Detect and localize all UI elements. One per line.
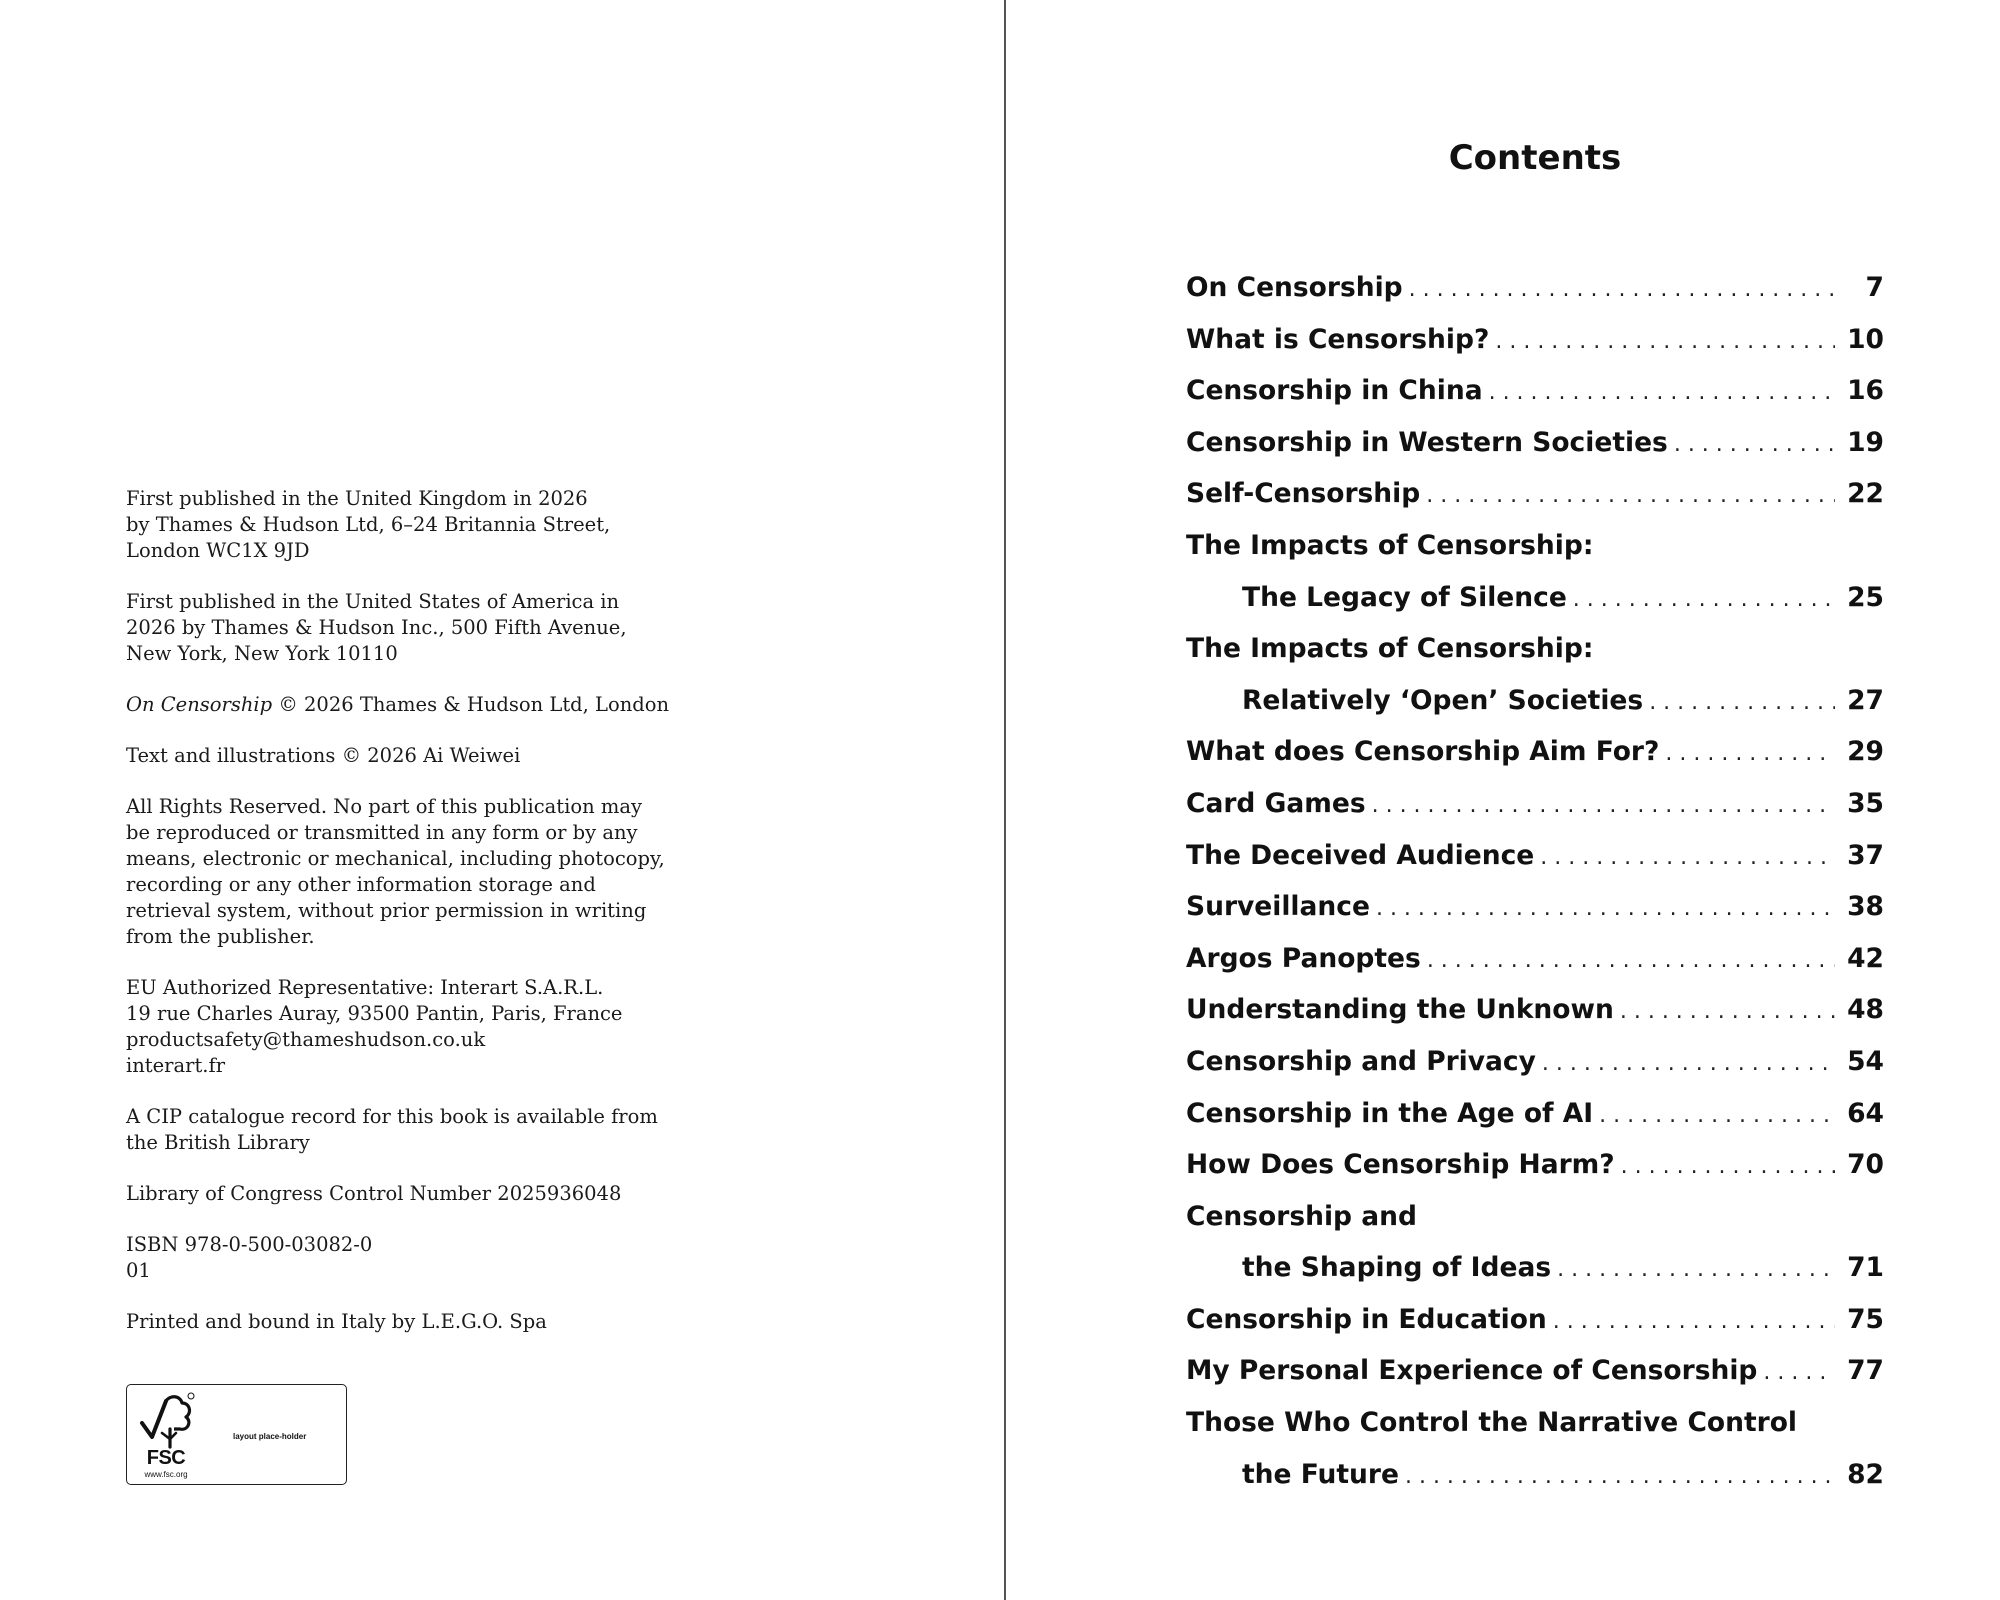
imprint-paragraph bbox=[126, 1181, 666, 1207]
toc-entry bbox=[1186, 1248, 1884, 1300]
toc-entry bbox=[1186, 423, 1884, 475]
page-gutter-divider bbox=[1004, 0, 1006, 1600]
toc-entry bbox=[1186, 1455, 1884, 1507]
fsc-certification-box bbox=[126, 1384, 347, 1485]
imprint-paragraph bbox=[126, 1309, 666, 1335]
toc-entry bbox=[1186, 474, 1884, 526]
toc-entry-title: Censorship and Privacy bbox=[1186, 1045, 1536, 1077]
toc-page-number: 19 bbox=[1847, 426, 1884, 458]
toc-dot-leader bbox=[1763, 1353, 1835, 1393]
toc-dot-leader bbox=[1405, 1457, 1835, 1497]
toc-dot-leader bbox=[1621, 1147, 1835, 1187]
toc-dot-leader bbox=[1573, 580, 1835, 620]
imprint-paragraph bbox=[126, 743, 666, 769]
toc-page-number: 10 bbox=[1847, 323, 1884, 355]
toc-entry-title: Card Games bbox=[1186, 787, 1366, 819]
toc-entry-title: the Future bbox=[1242, 1458, 1399, 1490]
book-title-italic: On Censorship bbox=[126, 693, 273, 716]
imprint-line: First published in the United Kingdom in 2026 bbox=[126, 487, 588, 510]
toc-entry bbox=[1186, 784, 1884, 836]
contents-heading: Contents bbox=[1448, 138, 1622, 178]
toc-entry bbox=[1186, 1351, 1884, 1403]
toc-entry-title: The Impacts of Censorship: bbox=[1186, 529, 1594, 561]
imprint-line: Printed and bound in Italy by L.E.G.O. Spa bbox=[126, 1310, 547, 1333]
imprint-line: by Thames & Hudson Ltd, 6–24 Britannia Street, bbox=[126, 513, 611, 536]
toc-dot-leader bbox=[1409, 270, 1836, 310]
toc-page-number: 75 bbox=[1847, 1303, 1884, 1335]
toc-entry-title: Argos Panoptes bbox=[1186, 942, 1421, 974]
imprint-paragraph bbox=[126, 1232, 666, 1284]
toc-dot-leader bbox=[1372, 786, 1836, 826]
imprint-paragraph bbox=[126, 794, 666, 950]
imprint-paragraph bbox=[126, 486, 666, 564]
toc-dot-leader bbox=[1557, 1250, 1835, 1290]
imprint-line: interart.fr bbox=[126, 1054, 226, 1077]
toc-dot-leader bbox=[1620, 992, 1835, 1032]
toc-page-number: 22 bbox=[1847, 478, 1884, 510]
toc-entry bbox=[1186, 578, 1884, 630]
table-of-contents bbox=[1186, 268, 1884, 1506]
toc-page-number: 82 bbox=[1847, 1458, 1884, 1490]
toc-dot-leader bbox=[1665, 734, 1835, 774]
imprint-line: All Rights Reserved. No part of this publication may bbox=[126, 795, 642, 818]
toc-entry bbox=[1186, 836, 1884, 888]
toc-entry bbox=[1186, 887, 1884, 939]
toc-entry-title: Understanding the Unknown bbox=[1186, 994, 1614, 1026]
imprint-line: be reproduced or transmitted in any form or by any bbox=[126, 821, 638, 844]
toc-page-number: 54 bbox=[1847, 1045, 1884, 1077]
fsc-url: www.fsc.org bbox=[144, 1470, 188, 1479]
imprint-line: London WC1X 9JD bbox=[126, 539, 310, 562]
toc-dot-leader bbox=[1495, 322, 1835, 362]
imprint-line: 2026 by Thames & Hudson Inc., 500 Fifth Avenue, bbox=[126, 616, 627, 639]
toc-dot-leader bbox=[1674, 425, 1835, 465]
imprint-line: New York, New York 10110 bbox=[126, 642, 398, 665]
imprint-line: retrieval system, without prior permission in writing bbox=[126, 899, 647, 922]
toc-page-number: 48 bbox=[1847, 994, 1884, 1026]
toc-entry-title: Censorship in Education bbox=[1186, 1303, 1547, 1335]
toc-entry-title: Censorship in the Age of AI bbox=[1186, 1097, 1594, 1129]
imprint-line: ISBN 978-0-500-03082-0 bbox=[126, 1233, 373, 1256]
imprint-line: A CIP catalogue record for this book is available from bbox=[126, 1105, 658, 1128]
toc-page-number: 77 bbox=[1847, 1355, 1884, 1387]
toc-entry bbox=[1186, 1145, 1884, 1197]
toc-page-number: 25 bbox=[1847, 581, 1884, 613]
toc-entry-title: The Deceived Audience bbox=[1186, 839, 1535, 871]
toc-entry bbox=[1186, 629, 1884, 681]
fsc-label: FSC bbox=[146, 1447, 186, 1469]
toc-entry bbox=[1186, 681, 1884, 733]
imprint-paragraph bbox=[126, 692, 670, 718]
toc-entry-title: On Censorship bbox=[1186, 272, 1403, 303]
toc-entry bbox=[1186, 526, 1884, 578]
imprint-line: On Censorship © 2026 Thames & Hudson Ltd, London bbox=[126, 693, 670, 716]
toc-entry bbox=[1186, 939, 1884, 991]
toc-dot-leader bbox=[1540, 838, 1835, 878]
copyright-imprint bbox=[126, 486, 670, 1360]
imprint-line: means, electronic or mechanical, including photocopy, bbox=[126, 847, 665, 870]
toc-dot-leader bbox=[1376, 889, 1835, 929]
toc-page-number: 64 bbox=[1847, 1097, 1884, 1129]
imprint-line: EU Authorized Representative: Interart S.A.R.L. bbox=[126, 976, 604, 999]
toc-dot-leader bbox=[1649, 683, 1835, 723]
toc-dot-leader bbox=[1542, 1044, 1835, 1084]
toc-entry-title: Censorship in Western Societies bbox=[1186, 426, 1668, 458]
toc-dot-leader bbox=[1599, 1096, 1835, 1136]
toc-entry-title: The Legacy of Silence bbox=[1242, 581, 1567, 613]
toc-entry-title: My Personal Experience of Censorship bbox=[1186, 1355, 1758, 1387]
toc-dot-leader bbox=[1427, 941, 1835, 981]
imprint-line: First published in the United States of America in bbox=[126, 590, 620, 613]
imprint-line: the British Library bbox=[126, 1131, 310, 1154]
toc-entry bbox=[1186, 990, 1884, 1042]
imprint-line: from the publisher. bbox=[126, 925, 315, 948]
toc-entry bbox=[1186, 1042, 1884, 1094]
toc-entry bbox=[1186, 1300, 1884, 1352]
toc-entry-title: Surveillance bbox=[1186, 891, 1370, 923]
toc-page-number: 38 bbox=[1847, 891, 1884, 923]
toc-entry-title: How Does Censorship Harm? bbox=[1186, 1149, 1615, 1181]
imprint-line: 01 bbox=[126, 1259, 151, 1282]
toc-entry bbox=[1186, 1403, 1884, 1455]
layout-placeholder-text: layout place-holder bbox=[233, 1432, 307, 1441]
toc-entry-title: the Shaping of Ideas bbox=[1242, 1252, 1552, 1284]
toc-page-number: 29 bbox=[1847, 736, 1884, 768]
imprint-line: recording or any other information storage and bbox=[126, 873, 596, 896]
imprint-paragraph bbox=[126, 975, 666, 1079]
toc-dot-leader bbox=[1489, 373, 1836, 413]
toc-entry bbox=[1186, 371, 1884, 423]
toc-entry-title: Censorship in China bbox=[1186, 375, 1483, 407]
toc-entry-title: Those Who Control the Narrative Control bbox=[1186, 1407, 1798, 1439]
toc-page-number: 42 bbox=[1847, 942, 1884, 974]
imprint-paragraph bbox=[126, 589, 666, 667]
toc-page-number: 71 bbox=[1847, 1252, 1884, 1284]
imprint-line: Library of Congress Control Number 2025936048 bbox=[126, 1182, 622, 1205]
toc-page-number: 35 bbox=[1847, 787, 1884, 819]
toc-page-number: 70 bbox=[1847, 1149, 1884, 1181]
toc-entry bbox=[1186, 1094, 1884, 1146]
toc-page-number: 7 bbox=[1865, 272, 1884, 303]
toc-entry bbox=[1186, 320, 1884, 372]
imprint-line: 19 rue Charles Auray, 93500 Pantin, Paris, France bbox=[126, 1002, 623, 1025]
imprint-paragraph bbox=[126, 1104, 666, 1156]
toc-page-number: 37 bbox=[1847, 839, 1884, 871]
toc-dot-leader bbox=[1426, 476, 1835, 516]
toc-page-number: 27 bbox=[1847, 684, 1884, 716]
toc-entry bbox=[1186, 268, 1884, 320]
toc-entry-title: Self-Censorship bbox=[1186, 478, 1421, 510]
imprint-line: Text and illustrations © 2026 Ai Weiwei bbox=[126, 744, 521, 767]
toc-entry-title: What is Censorship? bbox=[1186, 323, 1490, 355]
toc-dot-leader bbox=[1553, 1302, 1835, 1342]
imprint-line: productsafety@thameshudson.co.uk bbox=[126, 1028, 486, 1051]
toc-entry bbox=[1186, 732, 1884, 784]
toc-page-number: 16 bbox=[1847, 375, 1884, 407]
toc-entry-title: The Impacts of Censorship: bbox=[1186, 633, 1594, 665]
toc-entry-title: What does Censorship Aim For? bbox=[1186, 736, 1660, 768]
toc-entry-title: Relatively ‘Open’ Societies bbox=[1242, 684, 1644, 716]
toc-entry bbox=[1186, 1197, 1884, 1249]
toc-entry-title: Censorship and bbox=[1186, 1200, 1417, 1232]
